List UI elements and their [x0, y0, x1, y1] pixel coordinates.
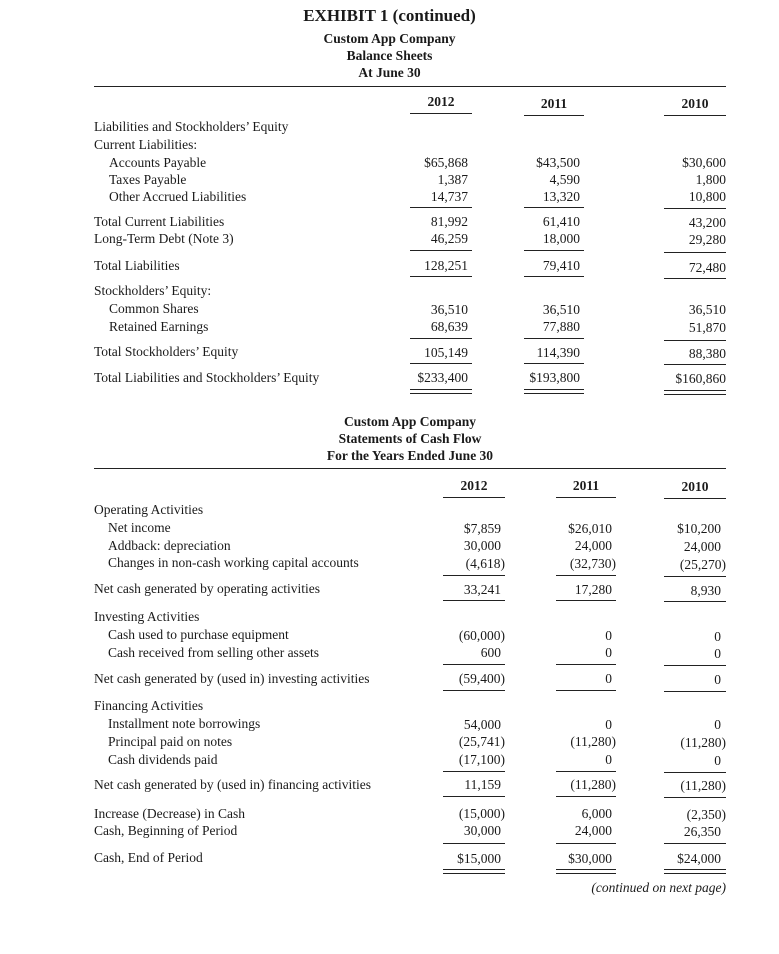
financing-title: Financing Activities [94, 698, 204, 713]
rule [664, 252, 726, 253]
rule [443, 771, 505, 772]
installment-note-label: Installment note borrowings [108, 716, 261, 731]
working-capital-2011: (32,730) [569, 556, 616, 571]
rule [556, 497, 616, 498]
rule [556, 575, 616, 576]
rule [524, 250, 584, 251]
net-operating-2012: 33,241 [463, 582, 501, 597]
rule [556, 771, 616, 772]
double-rule [556, 869, 616, 874]
rule [443, 664, 505, 665]
cashflow-statement-title: Statements of Cash Flow [338, 431, 482, 446]
cash-end-2011: $30,000 [568, 851, 612, 866]
long-term-debt-2011: 18,000 [542, 231, 580, 246]
rule [664, 208, 726, 209]
rule [664, 364, 726, 365]
cashflow-header-rule [94, 468, 726, 469]
taxes-payable-label: Taxes Payable [109, 172, 187, 187]
other-accrued-2010: 10,800 [688, 189, 726, 204]
installment-note-2011: 0 [605, 717, 612, 732]
net-operating-2011: 17,280 [574, 582, 612, 597]
cashflow-year-2010: 2010 [681, 479, 709, 494]
principal-paid-2012: (25,741) [458, 734, 505, 749]
double-rule [410, 389, 472, 394]
rule [556, 664, 616, 665]
investing-title: Investing Activities [94, 609, 200, 624]
rule [443, 600, 505, 601]
rule [556, 690, 616, 691]
long-term-debt-label: Long-Term Debt (Note 3) [94, 231, 234, 246]
net-financing-2011: (11,280) [570, 777, 616, 792]
increase-cash-2010: (2,350) [686, 807, 726, 822]
cash-beginning-2012: 30,000 [463, 823, 501, 838]
total-equity-2012: 105,149 [424, 345, 468, 360]
retained-earnings-label: Retained Earnings [109, 319, 209, 334]
total-equity-2010: 88,380 [688, 346, 726, 361]
total-equity-2011: 114,390 [536, 345, 580, 360]
depreciation-label: Addback: depreciation [108, 538, 231, 553]
double-rule [664, 390, 726, 395]
rule [524, 207, 584, 208]
accounts-payable-2010: $30,600 [682, 155, 726, 170]
taxes-payable-2011: 4,590 [549, 172, 580, 187]
balance-company-name: Custom App Company [323, 31, 456, 46]
retained-earnings-2010: 51,870 [688, 320, 726, 335]
exhibit-title: EXHIBIT 1 (continued) [303, 6, 476, 25]
taxes-payable-2012: 1,387 [437, 172, 468, 187]
dividends-paid-2011: 0 [605, 752, 612, 767]
rule [556, 843, 616, 844]
taxes-payable-2010: 1,800 [695, 172, 726, 187]
total-current-2012: 81,992 [430, 214, 468, 229]
rule [664, 340, 726, 341]
cash-beginning-2011: 24,000 [574, 823, 612, 838]
equity-title: Stockholders’ Equity: [94, 283, 212, 298]
rule [410, 113, 472, 114]
total-liab-equity-2012: $233,400 [417, 370, 468, 385]
dividends-paid-label: Cash dividends paid [108, 752, 218, 767]
rule [664, 576, 726, 577]
total-liabilities-label: Total Liabilities [94, 258, 180, 273]
net-income-2011: $26,010 [568, 521, 612, 536]
balance-header-rule [94, 86, 726, 87]
working-capital-label: Changes in non-cash working capital accounts [108, 555, 359, 570]
accounts-payable-2011: $43,500 [536, 155, 580, 170]
dividends-paid-2012: (17,100) [458, 752, 505, 767]
total-liab-equity-2011: $193,800 [529, 370, 580, 385]
total-liabilities-2010: 72,480 [688, 260, 726, 275]
rule [524, 115, 584, 116]
current-liabilities-title: Current Liabilities: [94, 137, 198, 152]
purchase-equipment-2011: 0 [605, 628, 612, 643]
cash-end-2012: $15,000 [457, 851, 501, 866]
net-financing-label: Net cash generated by (used in) financing activities [94, 777, 372, 792]
installment-note-2010: 0 [714, 717, 721, 732]
rule [556, 796, 616, 797]
double-rule [443, 869, 505, 874]
rule [410, 207, 472, 208]
long-term-debt-2012: 46,259 [430, 231, 468, 246]
rule [443, 575, 505, 576]
cashflow-year-2012: 2012 [460, 478, 488, 493]
cashflow-company-name: Custom App Company [343, 414, 477, 429]
total-current-2010: 43,200 [688, 215, 726, 230]
principal-paid-label: Principal paid on notes [108, 734, 233, 749]
rule [664, 601, 726, 602]
double-rule [664, 869, 726, 874]
selling-assets-2011: 0 [605, 645, 612, 660]
common-shares-label: Common Shares [109, 301, 199, 316]
retained-earnings-2012: 68,639 [430, 319, 468, 334]
total-liab-equity-label: Total Liabilities and Stockholders’ Equity [94, 370, 320, 385]
selling-assets-2010: 0 [714, 646, 721, 661]
cash-end-2010: $24,000 [677, 851, 721, 866]
common-shares-2011: 36,510 [542, 302, 580, 317]
net-investing-2011: 0 [605, 671, 612, 686]
rule [524, 276, 584, 277]
increase-cash-label: Increase (Decrease) in Cash [94, 806, 246, 821]
working-capital-2012: (4,618) [465, 556, 505, 571]
rule [410, 250, 472, 251]
balance-year-2012: 2012 [427, 94, 455, 109]
common-shares-2012: 36,510 [430, 302, 468, 317]
net-financing-2010: (11,280) [680, 778, 726, 793]
rule [664, 772, 726, 773]
accounts-payable-2012: $65,868 [424, 155, 468, 170]
depreciation-2010: 24,000 [683, 539, 721, 554]
rule [664, 691, 726, 692]
balance-statement-title: Balance Sheets [346, 48, 433, 63]
selling-assets-2012: 600 [480, 645, 501, 660]
other-accrued-2011: 13,320 [542, 189, 580, 204]
rule [664, 498, 726, 499]
net-financing-2012: 11,159 [464, 777, 501, 792]
balance-date: At June 30 [358, 65, 421, 80]
installment-note-2012: 54,000 [463, 717, 501, 732]
rule [524, 363, 584, 364]
rule [664, 115, 726, 116]
net-investing-label: Net cash generated by (used in) investing activities [94, 671, 370, 686]
total-liabilities-2012: 128,251 [424, 258, 468, 273]
rule [443, 843, 505, 844]
rule [410, 276, 472, 277]
rule [664, 843, 726, 844]
total-current-2011: 61,410 [542, 214, 580, 229]
total-equity-label: Total Stockholders’ Equity [94, 344, 239, 359]
rule [556, 600, 616, 601]
continued-note: (continued on next page) [591, 880, 726, 895]
rule [664, 797, 726, 798]
total-liab-equity-2010: $160,860 [675, 371, 726, 386]
rule [443, 497, 505, 498]
net-income-label: Net income [108, 520, 171, 535]
net-operating-2010: 8,930 [690, 583, 721, 598]
accounts-payable-label: Accounts Payable [109, 155, 207, 170]
net-investing-2010: 0 [714, 672, 721, 687]
cash-end-label: Cash, End of Period [94, 850, 203, 865]
net-operating-label: Net cash generated by operating activities [94, 581, 321, 596]
rule [443, 690, 505, 691]
net-income-2010: $10,200 [677, 521, 721, 536]
balance-year-2010: 2010 [681, 96, 709, 111]
operating-title: Operating Activities [94, 502, 204, 517]
retained-earnings-2011: 77,880 [542, 319, 580, 334]
rule [443, 796, 505, 797]
net-income-2012: $7,859 [463, 521, 501, 536]
purchase-equipment-label: Cash used to purchase equipment [108, 627, 289, 642]
balance-section-title: Liabilities and Stockholders’ Equity [94, 119, 289, 134]
principal-paid-2011: (11,280) [570, 734, 616, 749]
total-liabilities-2011: 79,410 [542, 258, 580, 273]
total-current-label: Total Current Liabilities [94, 214, 225, 229]
other-accrued-label: Other Accrued Liabilities [109, 189, 247, 204]
depreciation-2011: 24,000 [574, 538, 612, 553]
working-capital-2010: (25,270) [679, 557, 726, 572]
purchase-equipment-2012: (60,000) [458, 628, 505, 643]
purchase-equipment-2010: 0 [714, 629, 721, 644]
rule [664, 278, 726, 279]
net-investing-2012: (59,400) [458, 671, 505, 686]
cashflow-period: For the Years Ended June 30 [326, 448, 494, 463]
common-shares-2010: 36,510 [688, 302, 726, 317]
cashflow-year-2011: 2011 [572, 478, 600, 493]
cash-beginning-label: Cash, Beginning of Period [94, 823, 238, 838]
cash-beginning-2010: 26,350 [683, 824, 721, 839]
depreciation-2012: 30,000 [463, 538, 501, 553]
rule [524, 338, 584, 339]
dividends-paid-2010: 0 [714, 753, 721, 768]
increase-cash-2011: 6,000 [581, 806, 612, 821]
selling-assets-label: Cash received from selling other assets [108, 645, 320, 660]
rule [410, 338, 472, 339]
balance-year-2011: 2011 [540, 96, 568, 111]
long-term-debt-2010: 29,280 [688, 232, 726, 247]
principal-paid-2010: (11,280) [680, 735, 726, 750]
rule [664, 665, 726, 666]
double-rule [524, 389, 584, 394]
rule [410, 363, 472, 364]
other-accrued-2012: 14,737 [430, 189, 468, 204]
increase-cash-2012: (15,000) [458, 806, 505, 821]
